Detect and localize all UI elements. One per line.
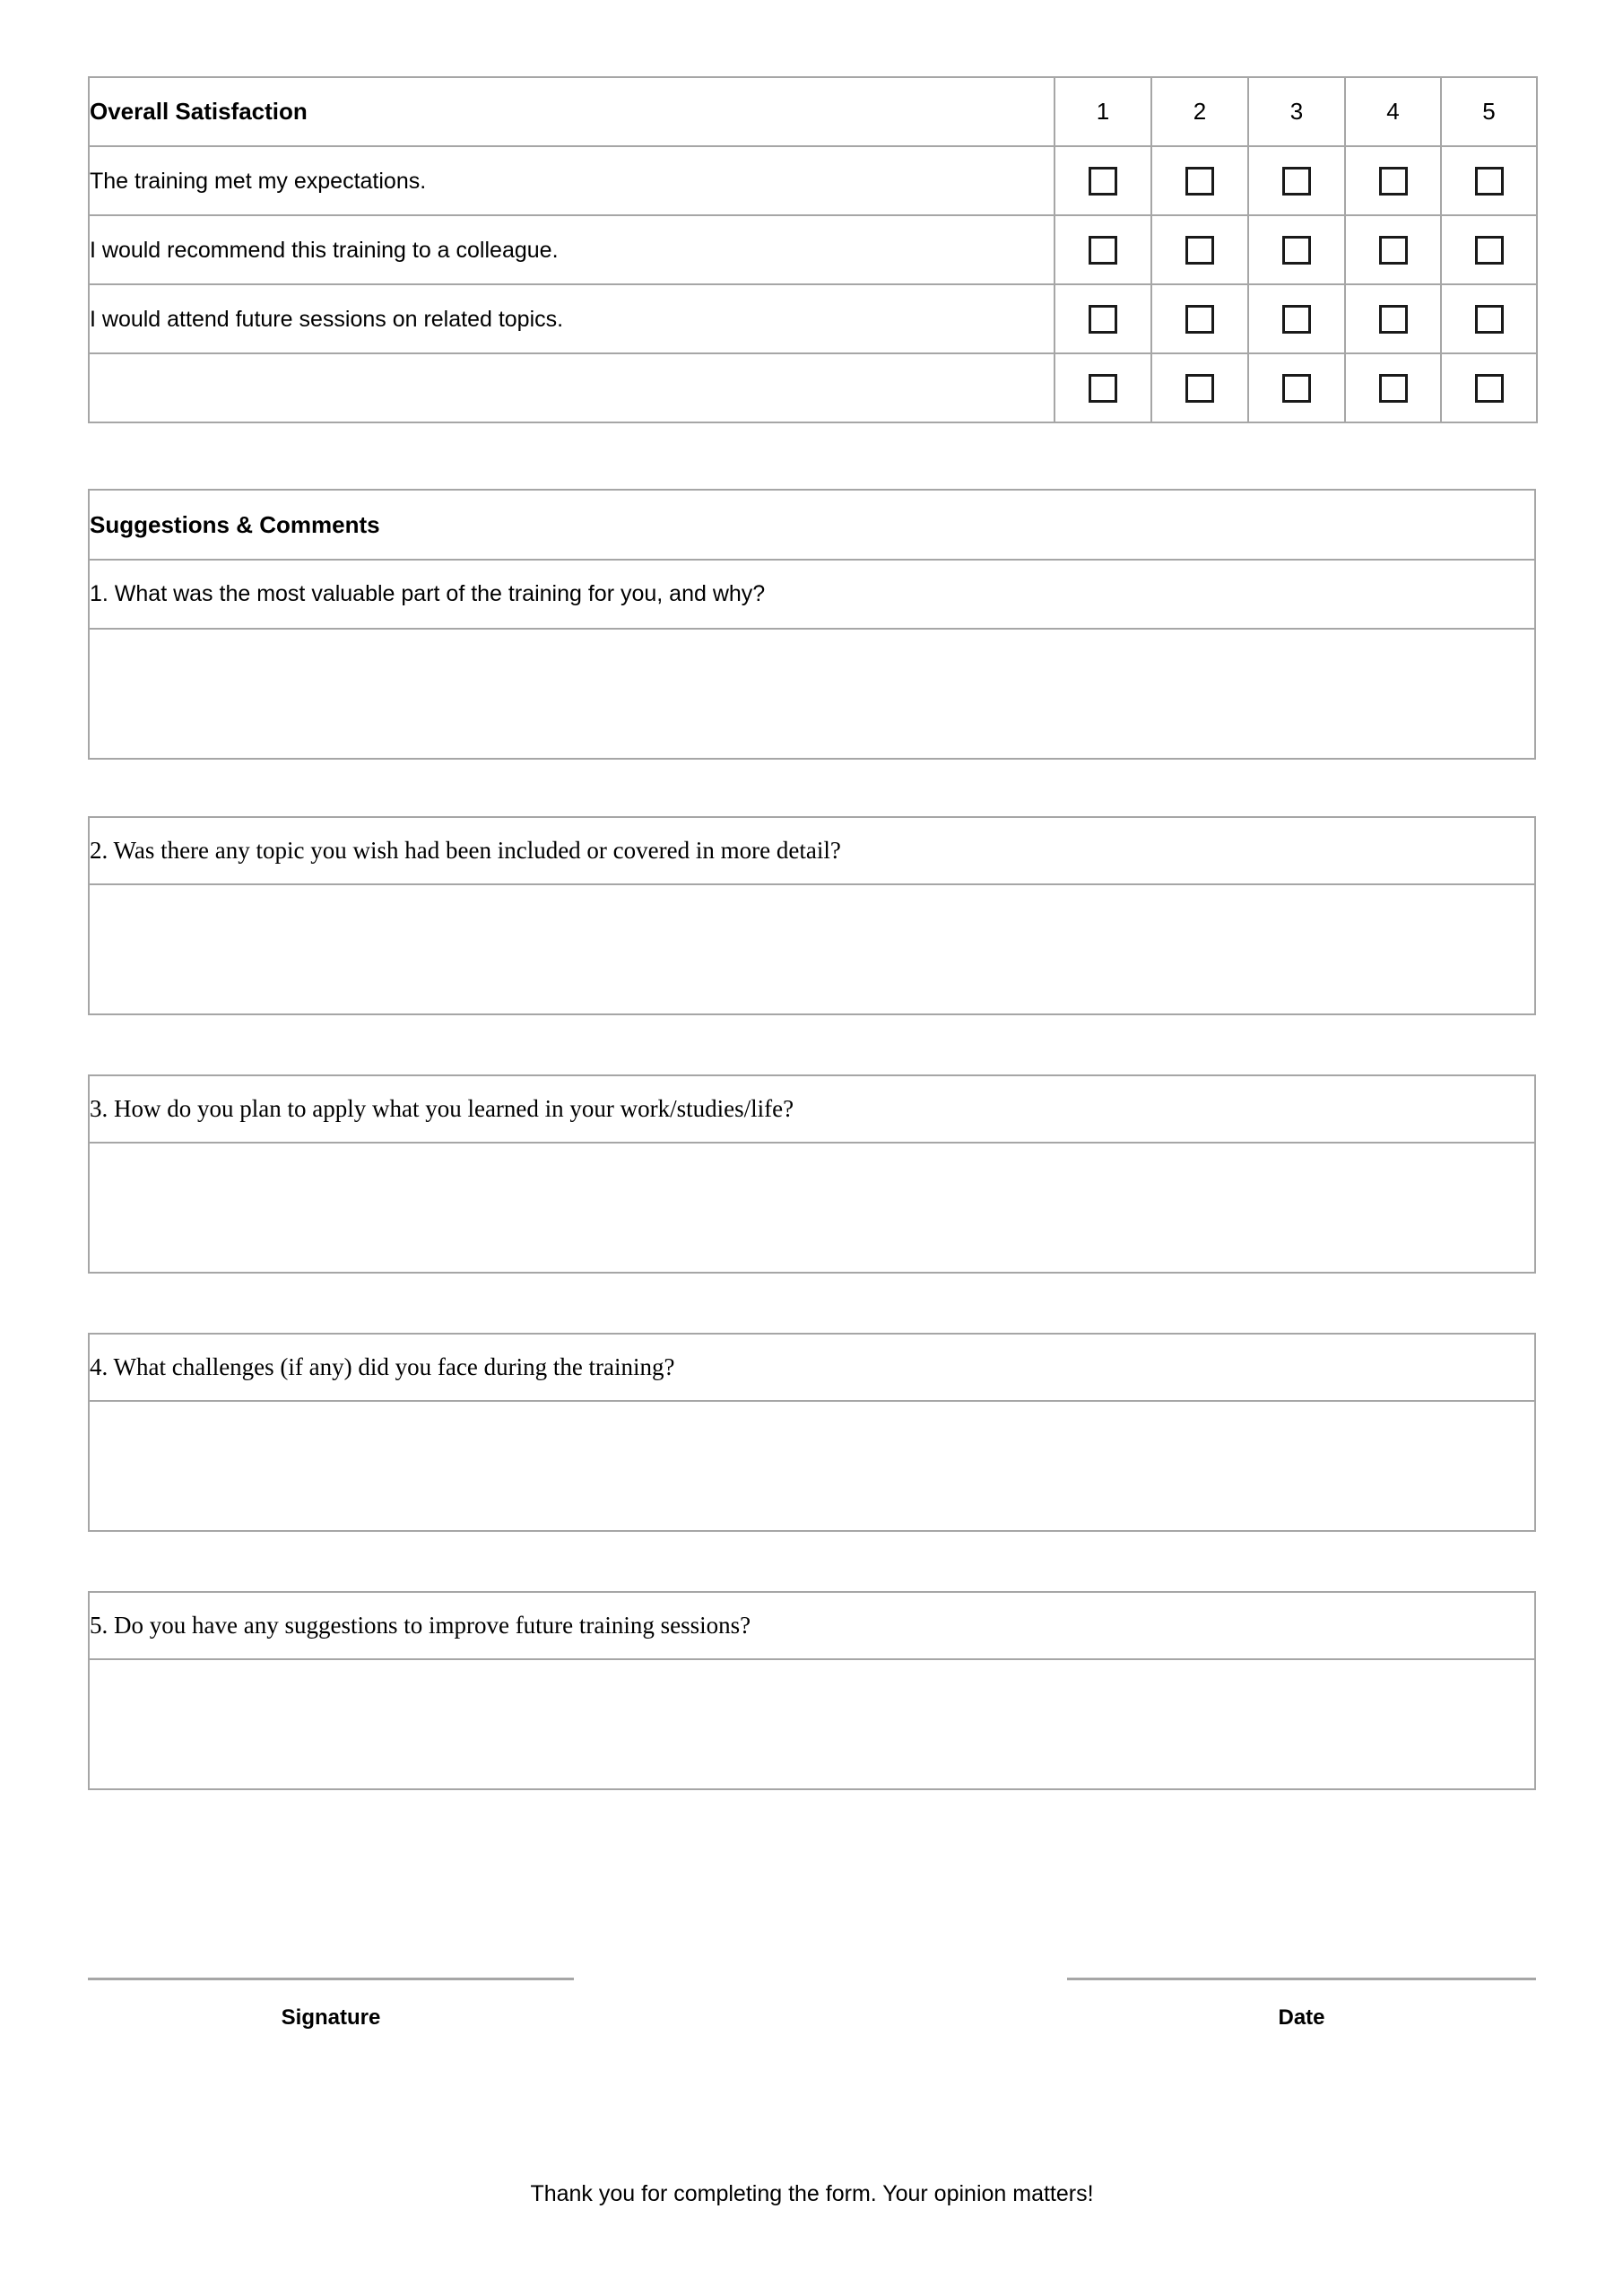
rating-cell-4-2[interactable] (1151, 353, 1248, 422)
signature-label: Signature (281, 2005, 381, 2030)
question-label-3: 3. How do you plan to apply what you learned in your work/studies/life? (89, 1075, 1535, 1143)
checkbox-icon[interactable] (1185, 374, 1214, 403)
suggestions-comments-block-5 (88, 1591, 1536, 1790)
rating-cell-3-2[interactable] (1151, 284, 1248, 353)
checkbox-icon[interactable] (1282, 374, 1311, 403)
checkbox-icon[interactable] (1185, 236, 1214, 265)
table-row (89, 353, 1537, 422)
checkbox-icon[interactable] (1282, 236, 1311, 265)
question-block-table (88, 816, 1536, 1015)
checkbox-icon[interactable] (1185, 167, 1214, 196)
rating-cell-2-1[interactable] (1055, 215, 1151, 284)
signature-area (88, 1978, 1536, 2085)
question-label-5: 5. Do you have any suggestions to improve future training sessions? (89, 1592, 1535, 1659)
rating-cell-4-1[interactable] (1055, 353, 1151, 422)
rating-cell-2-2[interactable] (1151, 215, 1248, 284)
suggestions-comments-block-2 (88, 816, 1536, 1015)
statement-label-3: I would attend future sessions on related topics. (89, 284, 1055, 353)
rating-cell-4-5[interactable] (1441, 353, 1537, 422)
rating-cell-1-5[interactable] (1441, 146, 1537, 215)
answer-field-4[interactable] (89, 1401, 1535, 1531)
table-row (89, 1659, 1535, 1789)
statement-label-4[interactable] (89, 353, 1055, 422)
signature-line[interactable] (88, 1978, 574, 1980)
table-header-row (89, 77, 1537, 146)
rating-header-5: 5 (1441, 77, 1537, 146)
rating-cell-1-2[interactable] (1151, 146, 1248, 215)
checkbox-icon[interactable] (1379, 167, 1408, 196)
date-line[interactable] (1067, 1978, 1536, 1980)
checkbox-icon[interactable] (1185, 305, 1214, 334)
rating-header-4: 4 (1345, 77, 1441, 146)
checkbox-icon[interactable] (1475, 305, 1504, 334)
checkbox-icon[interactable] (1089, 236, 1117, 265)
table-row (89, 215, 1537, 284)
checkbox-icon[interactable] (1089, 305, 1117, 334)
checkbox-icon[interactable] (1282, 305, 1311, 334)
answer-field-5[interactable] (89, 1659, 1535, 1789)
checkbox-icon[interactable] (1089, 167, 1117, 196)
checkbox-icon[interactable] (1379, 236, 1408, 265)
rating-cell-1-1[interactable] (1055, 146, 1151, 215)
overall-satisfaction-title: Overall Satisfaction (89, 77, 1055, 146)
question-block-table (88, 1074, 1536, 1274)
answer-field-2[interactable] (89, 884, 1535, 1014)
checkbox-icon[interactable] (1475, 167, 1504, 196)
checkbox-icon[interactable] (1282, 167, 1311, 196)
rating-cell-2-3[interactable] (1248, 215, 1345, 284)
checkbox-icon[interactable] (1475, 236, 1504, 265)
rating-cell-4-4[interactable] (1345, 353, 1441, 422)
question-block-table (88, 1591, 1536, 1790)
table-row (89, 1334, 1535, 1401)
checkbox-icon[interactable] (1475, 374, 1504, 403)
rating-header-3: 3 (1248, 77, 1345, 146)
date-group (1067, 1978, 1536, 2031)
rating-cell-2-4[interactable] (1345, 215, 1441, 284)
table-row (89, 817, 1535, 884)
question-block-table (88, 489, 1536, 760)
rating-cell-2-5[interactable] (1441, 215, 1537, 284)
suggestions-comments-title: Suggestions & Comments (89, 490, 1535, 560)
rating-cell-1-3[interactable] (1248, 146, 1345, 215)
table-row (89, 1401, 1535, 1531)
question-block-table (88, 1333, 1536, 1532)
checkbox-icon[interactable] (1379, 305, 1408, 334)
rating-cell-3-5[interactable] (1441, 284, 1537, 353)
suggestions-comments-block-4 (88, 1333, 1536, 1532)
rating-header-2: 2 (1151, 77, 1248, 146)
signature-group (88, 1978, 574, 2031)
answer-field-1[interactable] (89, 629, 1535, 759)
form-page (88, 0, 1536, 2296)
rating-cell-4-3[interactable] (1248, 353, 1345, 422)
table-row (89, 560, 1535, 629)
rating-header-1: 1 (1055, 77, 1151, 146)
table-header-row (89, 490, 1535, 560)
question-label-4: 4. What challenges (if any) did you face during the training? (89, 1334, 1535, 1401)
statement-label-1: The training met my expectations. (89, 146, 1055, 215)
question-label-1: 1. What was the most valuable part of the training for you, and why? (89, 560, 1535, 629)
question-label-2: 2. Was there any topic you wish had been included or covered in more detail? (89, 817, 1535, 884)
rating-cell-3-3[interactable] (1248, 284, 1345, 353)
checkbox-icon[interactable] (1379, 374, 1408, 403)
rating-cell-1-4[interactable] (1345, 146, 1441, 215)
answer-field-3[interactable] (89, 1143, 1535, 1273)
table-row (89, 1143, 1535, 1273)
table-row (89, 884, 1535, 1014)
footer-thank-you-note: Thank you for completing the form. Your opinion matters! (530, 2181, 1094, 2206)
rating-cell-3-1[interactable] (1055, 284, 1151, 353)
statement-label-2: I would recommend this training to a colleague. (89, 215, 1055, 284)
table-row (89, 1592, 1535, 1659)
overall-satisfaction-table (88, 76, 1538, 423)
checkbox-icon[interactable] (1089, 374, 1117, 403)
suggestions-comments-block-1 (88, 489, 1536, 760)
suggestions-comments-block-3 (88, 1074, 1536, 1274)
table-row (89, 284, 1537, 353)
table-row (89, 1075, 1535, 1143)
rating-cell-3-4[interactable] (1345, 284, 1441, 353)
date-label: Date (1278, 2005, 1325, 2030)
table-row (89, 629, 1535, 759)
table-row (89, 146, 1537, 215)
